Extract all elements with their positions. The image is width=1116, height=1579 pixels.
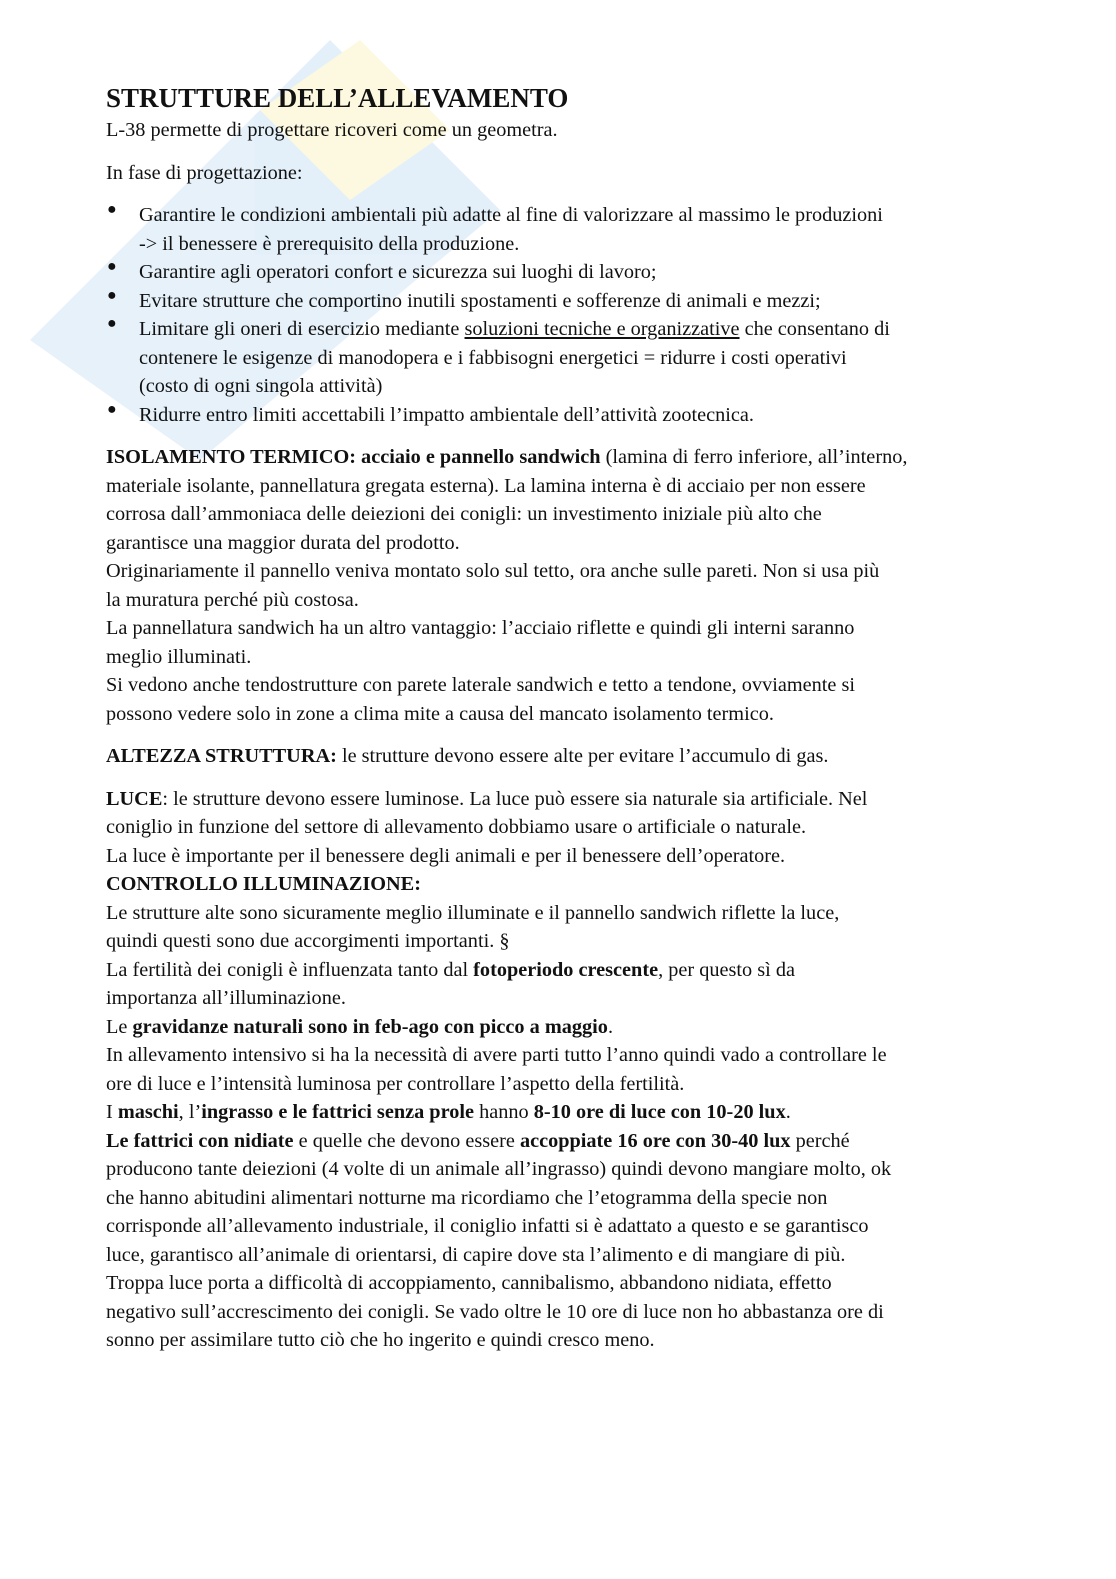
text-line — [106, 1041, 1036, 1070]
bold-text: ISOLAMENTO TERMICO: acciaio e pannello sandwich — [106, 446, 601, 468]
text-line — [139, 230, 1036, 259]
bold-text: maschi — [117, 1101, 179, 1123]
text-line — [106, 116, 1036, 145]
paragraph — [106, 443, 1036, 728]
paragraph — [106, 742, 1036, 771]
text-segment: (lamina di ferro inferiore, all’interno, — [600, 446, 908, 468]
text-line — [106, 500, 1036, 529]
text-line — [106, 956, 1036, 985]
text-line — [106, 813, 1036, 842]
bold-text: CONTROLLO ILLUMINAZIONE: — [106, 873, 421, 895]
list-item — [106, 201, 1036, 258]
bullet-icon: ● — [107, 258, 117, 275]
bold-text: Le fattrici con nidiate — [106, 1129, 294, 1152]
list-item — [106, 258, 1036, 287]
text-segment: In fase di progettazione: — [106, 161, 303, 184]
underlined-text: soluzioni tecniche e organizzative — [464, 318, 740, 340]
text-segment: garantisce una maggior durata del prodotto. — [106, 531, 460, 554]
bold-text: LUCE — [106, 787, 163, 810]
text-line — [106, 899, 1036, 928]
text-segment: In allevamento intensivo si ha la necessità di avere parti tutto l’anno quindi vado a controllare le — [106, 1044, 887, 1066]
text-segment: coniglio in funzione del settore di allevamento dobbiamo usare o artificiale o naturale. — [106, 816, 807, 838]
text-segment: La pannellatura sandwich ha un altro vantaggio: l’acciaio riflette e quindi gli interni saranno — [106, 617, 855, 639]
paragraph — [106, 785, 1036, 1355]
bullet-icon: ● — [107, 201, 117, 218]
text-segment: che hanno abitudini alimentari notturne ma ricordiamo che l’etogramma della specie non — [106, 1186, 828, 1209]
text-line — [106, 557, 1036, 586]
text-segment: possono vedere solo in zone a clima mite a causa del mancato isolamento termico. — [106, 702, 774, 725]
text-line — [106, 443, 1036, 472]
text-segment: corrosa dall’ammoniaca delle deiezioni dei conigli: un investimento iniziale più alto che — [106, 503, 822, 525]
text-line — [106, 1155, 1036, 1184]
text-segment: , l’ — [178, 1101, 202, 1123]
text-line — [106, 671, 1036, 700]
text-line — [106, 842, 1036, 871]
text-segment: Garantire le condizioni ambientali più adatte al fine di valorizzare al massimo le produzioni — [139, 204, 883, 226]
text-line — [106, 1212, 1036, 1241]
text-segment: negativo sull’accrescimento dei conigli. Se vado oltre le 10 ore di luce non ho abbastanza ore di — [106, 1300, 884, 1323]
text-line — [106, 984, 1036, 1013]
text-line — [106, 1184, 1036, 1213]
list-item — [106, 315, 1036, 401]
text-segment: (costo di ogni singola attività) — [139, 375, 383, 397]
text-segment: Ridurre entro limiti accettabili l’impatto ambientale dell’attività zootecnica. — [139, 403, 754, 426]
text-segment: materiale isolante, pannellatura gregata esterna). La lamina interna è di acciaio per non essere — [106, 474, 866, 497]
text-segment: meglio illuminati. — [106, 645, 252, 668]
text-segment: Limitare gli oneri di esercizio mediante — [139, 318, 465, 340]
text-line — [106, 870, 1036, 899]
bold-text: ingrasso e le fattrici senza prole — [201, 1101, 474, 1123]
text-line — [106, 927, 1036, 956]
text-line — [106, 700, 1036, 729]
text-segment: che consentano di — [739, 318, 890, 340]
text-segment: . — [607, 1015, 614, 1038]
text-line — [106, 742, 1036, 771]
text-line — [139, 201, 1036, 230]
text-segment: Troppa luce porta a difficoltà di accoppiamento, cannibalismo, abbandono nidiata, effetto — [106, 1272, 832, 1294]
text-line — [139, 344, 1036, 373]
text-line — [106, 529, 1036, 558]
text-line — [106, 159, 1036, 188]
bold-text: gravidanze naturali sono in feb-ago con picco a maggio — [132, 1015, 608, 1038]
text-line — [106, 1127, 1036, 1156]
document-page — [106, 80, 1036, 1355]
text-line — [106, 1326, 1036, 1355]
text-line — [106, 1098, 1036, 1127]
text-segment: importanza all’illuminazione. — [106, 987, 346, 1009]
text-line — [106, 614, 1036, 643]
text-line — [106, 472, 1036, 501]
text-segment: quindi questi sono due accorgimenti importanti. § — [106, 930, 510, 952]
list-item — [106, 287, 1036, 316]
document-body — [106, 116, 1036, 1355]
bullet-icon: ● — [107, 400, 117, 418]
text-segment: . — [785, 1101, 791, 1123]
text-segment: corrisponde all’allevamento industriale, il coniglio infatti si è adattato a questo e se garantisco — [106, 1215, 869, 1237]
text-line — [106, 1269, 1036, 1298]
text-segment: e quelle che devono essere — [293, 1129, 520, 1152]
text-segment: ore di luce e l’intensità luminosa per controllare l’aspetto della fertilità. — [106, 1072, 685, 1095]
text-segment: le strutture devono essere alte per evitare l’accumulo di gas. — [336, 745, 829, 767]
text-line — [139, 401, 1036, 430]
text-line — [106, 643, 1036, 672]
text-segment: I — [106, 1101, 118, 1123]
bold-text: ALTEZZA STRUTTURA: — [106, 745, 337, 767]
text-segment: hanno — [474, 1101, 534, 1123]
text-segment: producono tante deiezioni (4 volte di un animale all’ingrasso) quindi devono mangiare molto, ok — [106, 1158, 892, 1180]
page-title: STRUTTURE DELL’ALLEVAMENTO — [106, 83, 569, 113]
bullet-list — [106, 201, 1036, 429]
text-segment: , per questo sì da — [658, 958, 795, 981]
text-line — [106, 1013, 1036, 1042]
text-segment: sonno per assimilare tutto ciò che ho ingerito e quindi cresco meno. — [106, 1329, 655, 1351]
text-segment: contenere le esigenze di manodopera e i fabbisogni energetici = ridurre i costi operativi — [139, 346, 847, 369]
text-segment: luce, garantisco all’animale di orientarsi, di capire dove sta l’alimento e di mangiare di più. — [106, 1243, 846, 1266]
text-line — [139, 315, 1036, 344]
text-segment: La luce è importante per il benessere degli animali e per il benessere dell’operatore. — [106, 844, 786, 867]
list-item — [106, 401, 1036, 430]
text-segment: Le — [106, 1015, 133, 1038]
text-segment: la muratura perché più costosa. — [106, 588, 359, 611]
text-line — [106, 1241, 1036, 1270]
text-line — [106, 1070, 1036, 1099]
bold-text: 8-10 ore di luce con 10-20 lux — [533, 1101, 786, 1123]
text-segment: Garantire agli operatori confort e sicurezza sui luoghi di lavoro; — [139, 261, 657, 283]
text-segment: Le strutture alte sono sicuramente meglio illuminate e il pannello sandwich riflette la luce, — [106, 901, 840, 924]
bold-text: accoppiate 16 ore con 30-40 lux — [519, 1129, 791, 1152]
paragraph — [106, 159, 1036, 188]
text-line — [139, 372, 1036, 401]
text-segment: : le strutture devono essere luminose. La luce può essere sia naturale sia artificiale. Nel — [162, 787, 868, 810]
bold-text: fotoperiodo crescente — [473, 958, 659, 981]
text-segment: perché — [790, 1129, 850, 1152]
text-line — [106, 785, 1036, 814]
text-line — [139, 258, 1036, 287]
paragraph — [106, 116, 1036, 145]
bullet-icon: ● — [107, 315, 117, 332]
text-line — [139, 287, 1036, 316]
text-segment: L-38 permette di progettare ricoveri come un geometra. — [106, 119, 558, 141]
text-segment: Evitare strutture che comportino inutili spostamenti e sofferenze di animali e mezzi; — [139, 289, 821, 312]
text-segment: Originariamente il pannello veniva montato solo sul tetto, ora anche sulle pareti. Non si usa più — [106, 560, 880, 582]
text-segment: La fertilità dei conigli è influenzata tanto dal — [106, 958, 474, 981]
text-segment: Si vedono anche tendostrutture con parete laterale sandwich e tetto a tendone, ovviamente si — [106, 674, 856, 696]
text-line — [106, 1298, 1036, 1327]
bullet-icon: ● — [107, 286, 117, 304]
text-line — [106, 586, 1036, 615]
text-segment: -> il benessere è prerequisito della produzione. — [139, 232, 520, 255]
